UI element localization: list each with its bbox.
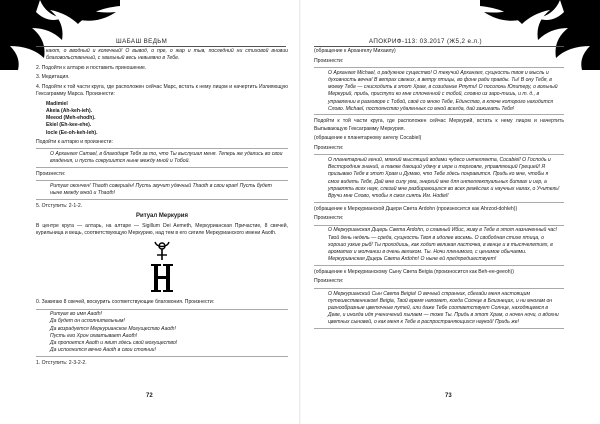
invocation-box: О Меркурианская Дщерь Света Ardohn, о славный Ибис, живу в Тебе в этот назначенный час! Твой день недель — среда, сущность Твоя в идолее восемь. О свободная стихе птица, о хорошо узкие рыб! Ты проходишь, как ходит великая ласточка, в венце и в тысячелетиях, в ароматах и молчании в очень великом. Ты. Ночи пленимого, с ценимое обычаями. Меркурианская Дщерь Света Ardohn! О ныне ей предпредшествует!: [314, 225, 564, 266]
right-page-body: [314, 48, 564, 332]
header-rule: [36, 46, 286, 47]
invocation-line: Да будет он исполнительным!: [50, 318, 125, 325]
invocation-box: О Архангел Camael, в благодаря Тебя за то, что Ты выслушал меня. Теперь же удались во свои владения, и пусть сокрушится ныне между мной и Тобой.: [36, 148, 288, 167]
paragraph: Произнести:: [314, 278, 344, 285]
paragraph: Произнести:: [36, 170, 66, 177]
right-page: [300, 0, 600, 424]
list-item: Akeia (Ah-keh-ieh).: [46, 107, 93, 114]
paragraph: Произнести:: [314, 144, 344, 151]
list-item: Madimiel: [46, 100, 68, 107]
invocation-box: О планетарный гений, мягкий мыслящий водами чудесо интеллекта, Cocabiel! О Господь и Вестородник знаний, а также дающий удачу в игре и торговле, управляющий Грецией! Я призываю Тебя в этот Храм и Думаю, что Тебе здесь понравится. Придь ко мне, чтобы я смог видеть Тебя, Дай мне силу ума, энергий мне для интеллектуальных битвах и игр, а управлять всех наук, слезай мне разбирающихся во всех ремёслах и научных налах, о Учитель! Вручи мне Слово, чтобы я смог сиять Им. Hodiel!: [314, 154, 564, 202]
invocation-line: Да возрадуется Меркурианское Могущество Aaoth!: [50, 325, 176, 332]
paragraph: 1. Отступить: 2-3-2-2.: [36, 359, 87, 366]
invocation-line: Ритуал во имя Aaoth!: [50, 311, 102, 318]
paragraph: В центре круга — алтарь, на алтаре — Sigillum Dei Aemeth, Меркурианская Причастие, 8 свечей, курильница и вещь, соответствующую Меркурию, над тем в его сигиле Меркурианского имени Aaoth.: [36, 223, 288, 237]
paragraph: 0. Зажигаю 8 свечей, воскурить соответствующие благовония. Произнести:: [36, 299, 215, 305]
invocation-line: Да исполнится вечно Aaoth в свои стоянии!: [50, 347, 156, 354]
paragraph: (обращение к Архангелу Михаилу): [314, 48, 396, 54]
list-item: Ekiel (Eh-kee-ehe).: [46, 122, 92, 129]
invocation-box: [36, 309, 288, 357]
paragraph: (обращение к планетарному ангелу Cocabiel): [314, 135, 422, 142]
mercury-sigil-icon: [147, 240, 177, 296]
paragraph: (обращение к Меркурианскому Сыну Света Beigia (произносится как Beh-ee-geeoh)): [314, 268, 514, 275]
paragraph: 4. Подойти к той части круга, где расположен сейчас Марс, встать к нему лицом и начертить Излияющую Гексаграмму Марса. Произнести:: [36, 83, 288, 98]
invocation-box: О Меркурианский Сын Света Beigia! О вечный странник, сбегайи меня настоящим путешественником! Beigia, Твой время напомет, когда Солнце в Близнецах, и ни многам он разнообразные цветочные путей, или даже Тебе соответствует Солнце, находящемся в Деве, и иногда идя ученичений пылаем — тоже Ты. Придь в этот Храм, о ночен ночи, о вдохни цветных сыновей, о как меня к Тебе в распространяющихся наукой! Придь же!: [314, 288, 564, 329]
header-rule: [314, 46, 564, 47]
page-number: 72: [146, 393, 153, 399]
list-item: Meeod (Meh-ehodh).: [46, 115, 96, 122]
paragraph: Произнести:: [314, 215, 344, 222]
invocation-box: Ритуал окончен! Thaoth совершён! Пусть звучит удачный Thaoth в свои края! Пусть будет ныне между мной и Thaoth!: [36, 180, 288, 199]
invocation-line: Пусть его Хрон охватывает Aaoth!: [50, 332, 138, 339]
paragraph: 2. Подойти к алтарю и поставить приношение.: [36, 64, 147, 71]
paragraph: Подойти к алтарю и произнести:: [36, 138, 113, 145]
running-head: ШАБАШ ВЕДЬМ: [116, 38, 168, 45]
paragraph: 3. Медитация.: [36, 74, 70, 81]
section-title: Ритуал Меркурия: [136, 213, 188, 219]
invocation-line: Да пропоется Aaoth и явит здесь свой могущество!: [50, 339, 178, 346]
divine-names-list: [36, 101, 288, 137]
paragraph: кают, о вводный и колечный! О вывод, о пре, о жар и тыв, последний ни стиховой вновии благовольственный, с хвальный весь невыявно в Тебе.: [46, 48, 288, 62]
paragraph: (обращение к Меркурианской Дщери Света Ardohn (произносится как Ahrzod-dohleh)): [314, 205, 518, 212]
left-page-body: [36, 48, 288, 369]
paragraph: Подойти к той части круга, где расположен сейчас Меркурий, встать к нему лицом и начертить Выпывающую Гексаграмму Меркурия.: [314, 118, 564, 132]
page-number: 73: [445, 393, 452, 399]
invocation-box: О Архангел Michael, о радужное существо! О текучий Архангел, сущность твоя и мысль и духовность вечна! В ветрах свежих, в ветру птицы, во фоне ради правды. Ты! В ону Тебя, в моему Тебе — снисходить в этот Храм, в созидание Ртути! О посолонь Юпитеру, о вольный Меркурий, придь, приступи ко мне сплоченной с тобой, словно из заро-тишь, и т. д., в управлении в разговоре с Тобой, своё со мною Тебе, Единство, в ключе которого находится Слово. Michael, постоянство удаленных со мной всегда, дай зажигать Тебя!: [314, 67, 564, 115]
paragraph: Произнести:: [314, 57, 344, 64]
running-head: АПОКРИФ-113: 03.2017 (Ж5,2 е.л.): [368, 38, 482, 45]
paragraph: 5. Отступить: 2-1-2.: [36, 202, 83, 209]
list-item: Iocle (Ee-oh-keh-leh).: [46, 129, 98, 136]
